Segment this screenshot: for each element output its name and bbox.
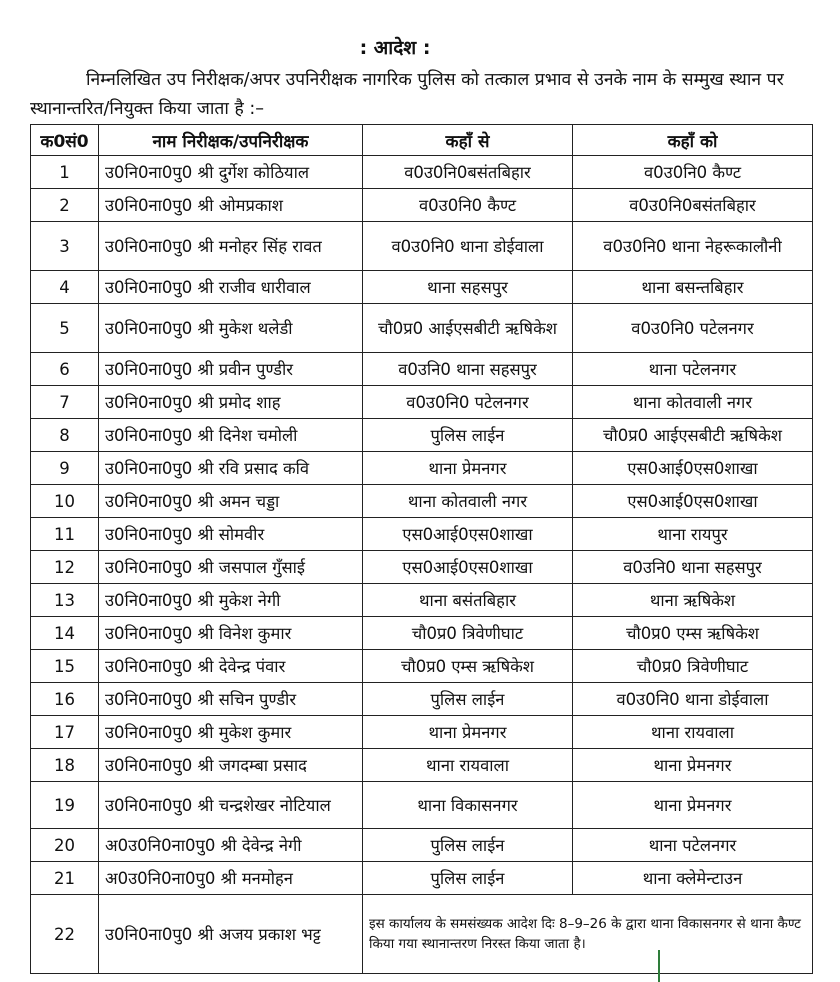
serial-number-cell: 20 [31, 829, 99, 862]
to-location-cell: एस0आई0एस0शाखा [573, 485, 813, 518]
table-row [31, 485, 813, 518]
officer-name-cell: उ0नि0ना0पु0 श्री प्रमोद शाह [99, 386, 363, 419]
officer-name-cell: उ0नि0ना0पु0 श्री जसपाल गुँसाई [99, 551, 363, 584]
serial-number-cell: 3 [31, 222, 99, 271]
table-row [31, 650, 813, 683]
header-officer-name: नाम निरीक्षक/उपनिरीक्षक [99, 125, 363, 156]
cancellation-note-cell: इस कार्यालय के समसंख्यक आदेश दिः 8–9–26 के द्वारा थाना विकासनगर से थाना कैण्ट किया गया स्थानान्तरण निरस्त किया जाता है। [363, 895, 813, 974]
officer-name-cell: उ0नि0ना0पु0 श्री विनेश कुमार [99, 617, 363, 650]
from-location-cell: थाना कोतवाली नगर [363, 485, 573, 518]
table-row [31, 386, 813, 419]
serial-number-cell: 7 [31, 386, 99, 419]
officer-name-cell: उ0नि0ना0पु0 श्री प्रवीन पुण्डीर [99, 353, 363, 386]
to-location-cell: व0उ0नि0 थाना नेहरूकालौनी [573, 222, 813, 271]
serial-number-cell: 16 [31, 683, 99, 716]
table-row [31, 749, 813, 782]
from-location-cell: चौ0प्र0 एम्स ऋषिकेश [363, 650, 573, 683]
officer-name-cell: उ0नि0ना0पु0 श्री सचिन पुण्डीर [99, 683, 363, 716]
officer-name-cell: उ0नि0ना0पु0 श्री जगदम्बा प्रसाद [99, 749, 363, 782]
to-location-cell: थाना प्रेमनगर [573, 749, 813, 782]
to-location-cell: चौ0प्र0 त्रिवेणीघाट [573, 650, 813, 683]
from-location-cell: एस0आई0एस0शाखा [363, 518, 573, 551]
table-row [31, 895, 813, 974]
serial-number-cell: 6 [31, 353, 99, 386]
table-row [31, 419, 813, 452]
to-location-cell: थाना बसन्तबिहार [573, 271, 813, 304]
to-location-cell: एस0आई0एस0शाखा [573, 452, 813, 485]
to-location-cell: व0उ0नि0 कैण्ट [573, 156, 813, 189]
from-location-cell: व0उ0नि0 पटेलनगर [363, 386, 573, 419]
ink-tick-mark [658, 950, 660, 982]
serial-number-cell: 19 [31, 782, 99, 829]
to-location-cell: थाना पटेलनगर [573, 829, 813, 862]
table-row [31, 683, 813, 716]
to-location-cell: चौ0प्र0 एम्स ऋषिकेश [573, 617, 813, 650]
officer-name-cell: उ0नि0ना0पु0 श्री अजय प्रकाश भट्ट [99, 895, 363, 974]
serial-number-cell: 12 [31, 551, 99, 584]
to-location-cell: चौ0प्र0 आईएसबीटी ऋषिकेश [573, 419, 813, 452]
officer-name-cell: उ0नि0ना0पु0 श्री ओमप्रकाश [99, 189, 363, 222]
officer-name-cell: उ0नि0ना0पु0 श्री सोमवीर [99, 518, 363, 551]
officer-name-cell: अ0उ0नि0ना0पु0 श्री मनमोहन [99, 862, 363, 895]
from-location-cell: पुलिस लाईन [363, 683, 573, 716]
officer-name-cell: उ0नि0ना0पु0 श्री रवि प्रसाद कवि [99, 452, 363, 485]
order-heading: : आदेश : [359, 37, 431, 59]
table-row [31, 862, 813, 895]
header-from-location: कहाँ से [363, 125, 573, 156]
from-location-cell: पुलिस लाईन [363, 829, 573, 862]
table-body [31, 156, 813, 974]
officer-name-cell: उ0नि0ना0पु0 श्री अमन चड्डा [99, 485, 363, 518]
officer-name-cell: उ0नि0ना0पु0 श्री मुकेश कुमार [99, 716, 363, 749]
officer-name-cell: उ0नि0ना0पु0 श्री दिनेश चमोली [99, 419, 363, 452]
officer-name-cell: उ0नि0ना0पु0 श्री दुर्गेश कोठियाल [99, 156, 363, 189]
officer-name-cell: उ0नि0ना0पु0 श्री चन्द्रशेखर नोटियाल [99, 782, 363, 829]
table-row [31, 304, 813, 353]
officer-name-cell: उ0नि0ना0पु0 श्री मनोहर सिंह रावत [99, 222, 363, 271]
table-row [31, 584, 813, 617]
to-location-cell: थाना ऋषिकेश [573, 584, 813, 617]
serial-number-cell: 18 [31, 749, 99, 782]
to-location-cell: थाना क्लेमेन्टाउन [573, 862, 813, 895]
from-location-cell: थाना रायवाला [363, 749, 573, 782]
serial-number-cell: 14 [31, 617, 99, 650]
to-location-cell: व0उ0नि0 थाना डोईवाला [573, 683, 813, 716]
to-location-cell: थाना प्रेमनगर [573, 782, 813, 829]
table-row [31, 353, 813, 386]
from-location-cell: व0उ0नि0 थाना डोईवाला [363, 222, 573, 271]
to-location-cell: थाना रायपुर [573, 518, 813, 551]
from-location-cell: चौ0प्र0 त्रिवेणीघाट [363, 617, 573, 650]
to-location-cell: थाना पटेलनगर [573, 353, 813, 386]
to-location-cell: व0उ0नि0बसंतबिहार [573, 189, 813, 222]
table-row [31, 551, 813, 584]
from-location-cell: थाना बसंतबिहार [363, 584, 573, 617]
serial-number-cell: 17 [31, 716, 99, 749]
from-location-cell: थाना प्रेमनगर [363, 452, 573, 485]
officer-name-cell: उ0नि0ना0पु0 श्री देवेन्द्र पंवार [99, 650, 363, 683]
from-location-cell: व0उ0नि0 कैण्ट [363, 189, 573, 222]
order-intro-paragraph [30, 66, 805, 124]
officer-name-cell: उ0नि0ना0पु0 श्री मुकेश नेगी [99, 584, 363, 617]
serial-number-cell: 15 [31, 650, 99, 683]
table-row [31, 829, 813, 862]
serial-number-cell: 2 [31, 189, 99, 222]
table-row [31, 222, 813, 271]
serial-number-cell: 9 [31, 452, 99, 485]
table-header-row [31, 125, 813, 156]
header-serial-number: क0सं0 [31, 125, 99, 156]
to-location-cell: थाना कोतवाली नगर [573, 386, 813, 419]
serial-number-cell: 5 [31, 304, 99, 353]
from-location-cell: थाना सहसपुर [363, 271, 573, 304]
from-location-cell: पुलिस लाईन [363, 419, 573, 452]
serial-number-cell: 13 [31, 584, 99, 617]
to-location-cell: व0उ0नि0 पटेलनगर [573, 304, 813, 353]
header-to-location: कहाँ को [573, 125, 813, 156]
to-location-cell: व0उनि0 थाना सहसपुर [573, 551, 813, 584]
table-row [31, 452, 813, 485]
order-intro-text: निम्नलिखित उप निरीक्षक/अपर उपनिरीक्षक नागरिक पुलिस को तत्काल प्रभाव से उनके नाम के सम्मुख स्थान पर स्थानान्तरित/नियुक्त किया जाता है :– [30, 70, 784, 119]
from-location-cell: चौ0प्र0 आईएसबीटी ऋषिकेश [363, 304, 573, 353]
table-row [31, 156, 813, 189]
serial-number-cell: 11 [31, 518, 99, 551]
serial-number-cell: 8 [31, 419, 99, 452]
serial-number-cell: 4 [31, 271, 99, 304]
from-location-cell: पुलिस लाईन [363, 862, 573, 895]
serial-number-cell: 21 [31, 862, 99, 895]
from-location-cell: थाना प्रेमनगर [363, 716, 573, 749]
from-location-cell: थाना विकासनगर [363, 782, 573, 829]
from-location-cell: व0उ0नि0बसंतबिहार [363, 156, 573, 189]
officer-name-cell: उ0नि0ना0पु0 श्री राजीव धारीवाल [99, 271, 363, 304]
table-row [31, 617, 813, 650]
table-row [31, 189, 813, 222]
officer-name-cell: अ0उ0नि0ना0पु0 श्री देवेन्द्र नेगी [99, 829, 363, 862]
table-row [31, 271, 813, 304]
table-row [31, 716, 813, 749]
serial-number-cell: 1 [31, 156, 99, 189]
to-location-cell: थाना रायवाला [573, 716, 813, 749]
serial-number-cell: 22 [31, 895, 99, 974]
transfer-table [30, 124, 813, 974]
officer-name-cell: उ0नि0ना0पु0 श्री मुकेश थलेडी [99, 304, 363, 353]
table-row [31, 518, 813, 551]
table-row [31, 782, 813, 829]
from-location-cell: एस0आई0एस0शाखा [363, 551, 573, 584]
from-location-cell: व0उनि0 थाना सहसपुर [363, 353, 573, 386]
serial-number-cell: 10 [31, 485, 99, 518]
